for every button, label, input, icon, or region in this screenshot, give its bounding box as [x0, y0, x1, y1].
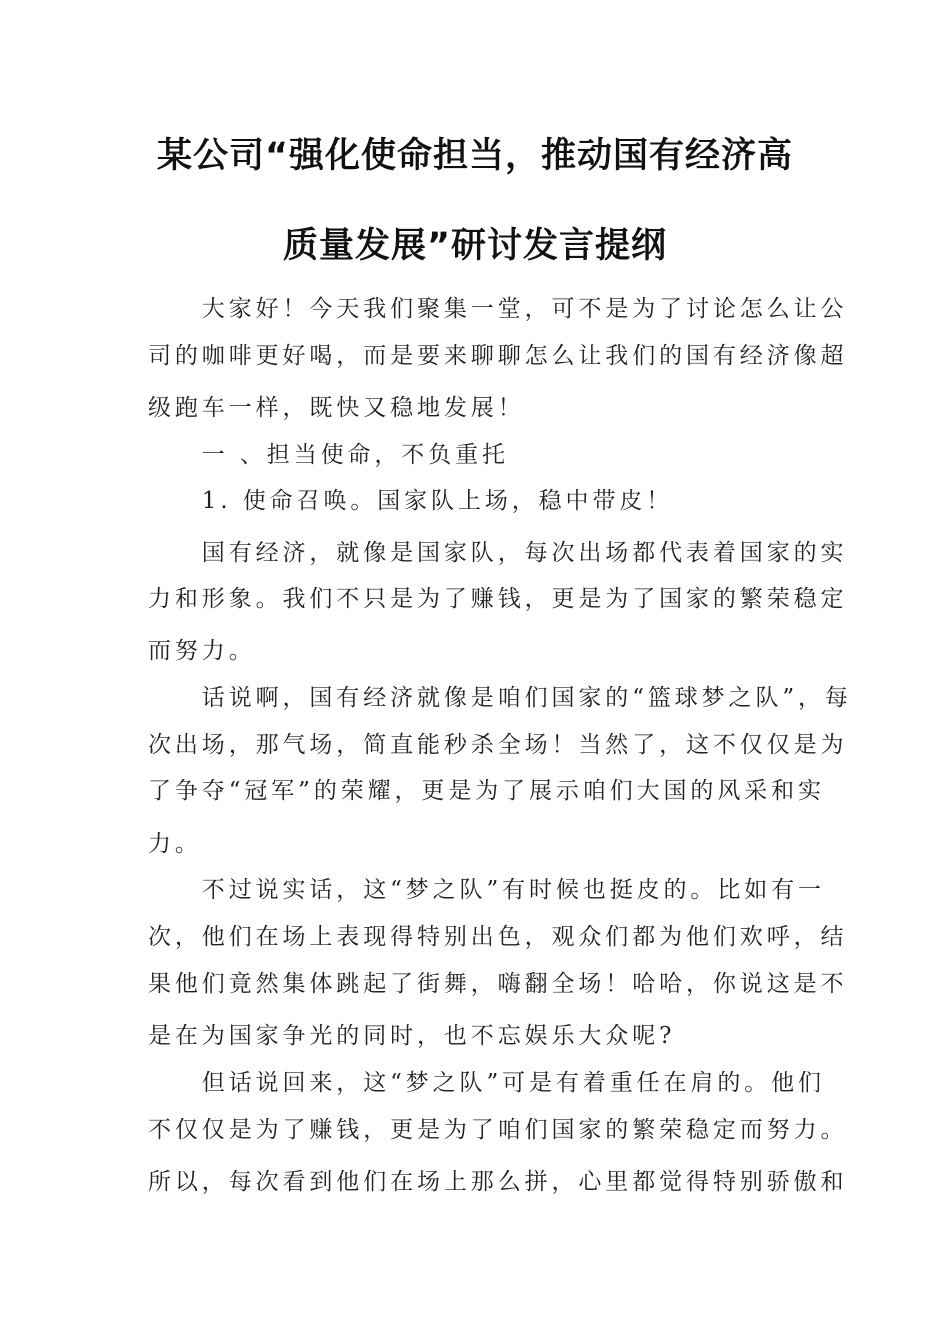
- text-line: 大家好！今天我们聚集一堂，可不是为了讨论怎么让公: [148, 296, 848, 322]
- text-line: 而努力。: [148, 638, 256, 664]
- text-line: 但话说回来，这“梦之队”可是有着重任在肩的。他们: [148, 1070, 825, 1096]
- text-line: 力和形象。我们不只是为了赚钱，更是为了国家的繁荣稳定: [148, 586, 848, 612]
- document-title-line-2: 质量发展”研讨发言提纲: [282, 226, 667, 266]
- text-line: 所以，每次看到他们在场上那么拼，心里都觉得特别骄傲和: [148, 1169, 848, 1195]
- text-line: 次出场，那气场，简直能秒杀全场！当然了，这不仅仅是为: [148, 732, 848, 758]
- text-line: 国有经济，就像是国家队，每次出场都代表着国家的实: [148, 540, 848, 566]
- text-line: 司的咖啡更好喝，而是要来聊聊怎么让我们的国有经济像超: [148, 343, 848, 369]
- text-line: 了争夺“冠军”的荣耀，更是为了展示咱们大国的风采和实: [148, 778, 825, 804]
- text-line: 话说啊，国有经济就像是咱们国家的“篮球梦之队”，每: [148, 685, 852, 711]
- section-heading: 一 、担当使命，不负重托: [148, 442, 509, 468]
- text-line: 级跑车一样，既快又稳地发展！: [148, 395, 525, 421]
- text-line: 不过说实话，这“梦之队”有时候也挺皮的。比如有一: [148, 877, 825, 903]
- text-line: 是在为国家争光的同时，也不忘娱乐大众呢?: [148, 1023, 676, 1049]
- text-line: 次，他们在场上表现得特别出色，观众们都为他们欢呼，结: [148, 924, 848, 950]
- text-line: 果他们竟然集体跳起了街舞，嗨翻全场！哈哈，你说这是不: [148, 971, 848, 997]
- document-title-line-1: 某公司“强化使命担当，推动国有经济高: [156, 136, 793, 176]
- subsection-heading: 1. 使命召唤。国家队上场，稳中带皮！: [148, 488, 674, 514]
- text-line: 力。: [148, 831, 202, 857]
- text-line: 不仅仅是为了赚钱，更是为了咱们国家的繁荣稳定而努力。: [148, 1117, 848, 1143]
